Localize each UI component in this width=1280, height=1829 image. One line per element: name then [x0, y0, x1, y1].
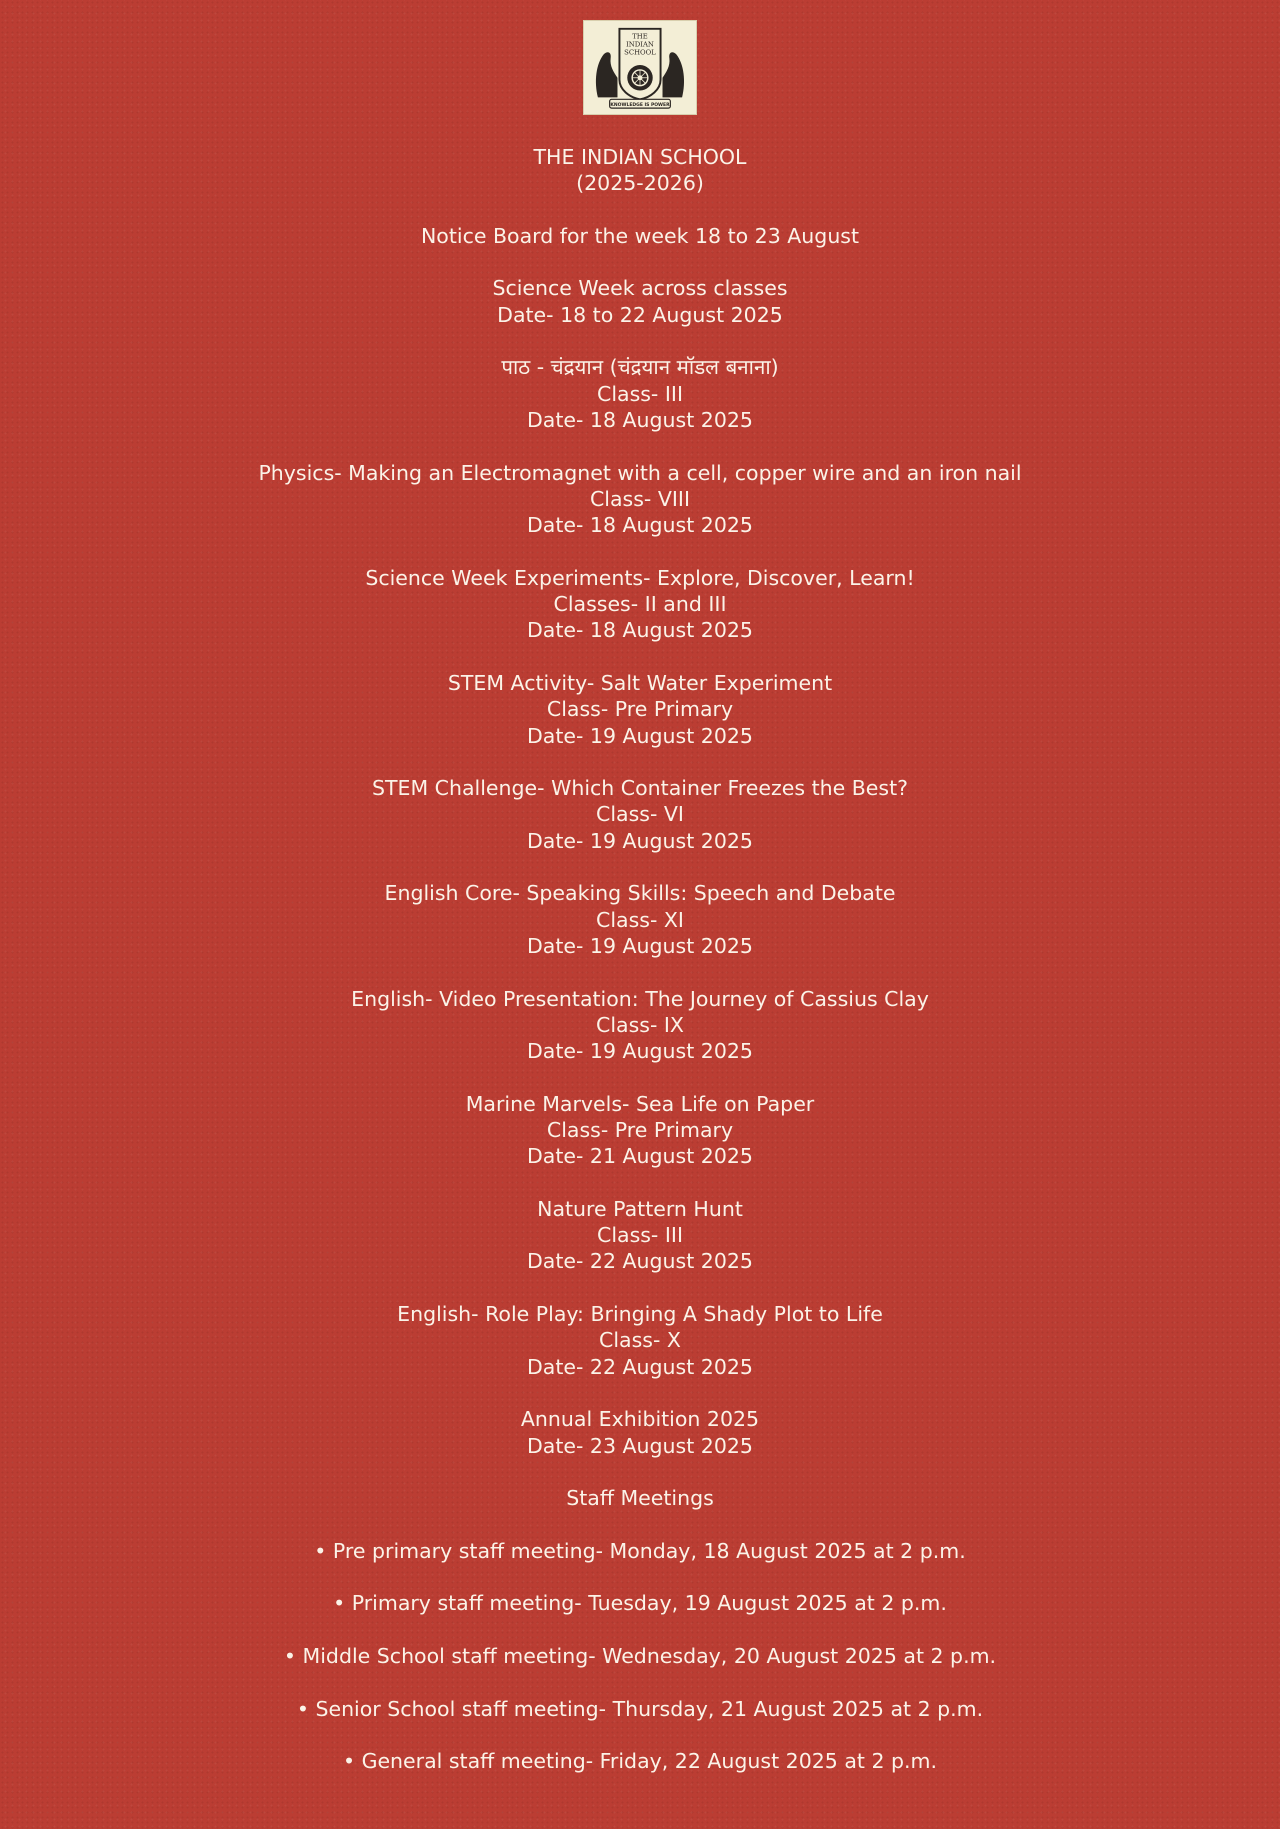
bullet-icon: • [333, 1591, 346, 1616]
list-item [0, 1590, 1280, 1616]
event-date: Date- 19 August 2025 [527, 1039, 753, 1064]
event-class: Class- X [599, 1328, 681, 1353]
bullet-icon: • [314, 1538, 327, 1563]
list-item [0, 1538, 1280, 1564]
event-title: Science Week Experiments- Explore, Discover, Learn! [365, 565, 915, 590]
school-crest-icon [584, 21, 696, 114]
event-date: Date- 22 August 2025 [527, 1249, 753, 1274]
logo-text-line3: SCHOOL [624, 48, 656, 57]
event-class: Class- VIII [589, 486, 690, 511]
event-item [0, 1091, 1280, 1170]
event-item [0, 775, 1280, 854]
event-item [0, 1301, 1280, 1380]
event-class: Class- III [597, 1223, 683, 1248]
school-logo [583, 20, 697, 115]
event-item [0, 1196, 1280, 1275]
event-title: STEM Challenge- Which Container Freezes the Best? [371, 776, 909, 801]
event-title: Nature Pattern Hunt [537, 1196, 743, 1221]
notice-title: Notice Board for the week 18 to 23 August [420, 223, 860, 248]
event-class: Class- IX [596, 1012, 684, 1037]
school-name: THE INDIAN SCHOOL [533, 145, 747, 169]
exhibition-title: Annual Exhibition 2025 [520, 1407, 760, 1432]
event-title: English- Video Presentation: The Journey of Cassius Clay [351, 986, 929, 1011]
science-week-block [0, 275, 1280, 328]
event-title: English Core- Speaking Skills: Speech and Debate [384, 881, 896, 906]
event-title: English- Role Play: Bringing A Shady Plot to Life [397, 1302, 883, 1327]
science-week-title: Science Week across classes [492, 276, 788, 301]
science-week-date: Date- 18 to 22 August 2025 [497, 302, 783, 327]
event-date: Date- 18 August 2025 [527, 618, 753, 643]
event-date: Date- 19 August 2025 [527, 828, 753, 853]
event-date: Date- 19 August 2025 [527, 723, 753, 748]
event-title: पाठ - चंद्रयान (चंद्रयान मॉडल बनाना) [501, 355, 779, 380]
event-class: Class- Pre Primary [546, 1117, 734, 1142]
event-item [0, 986, 1280, 1065]
event-date: Date- 21 August 2025 [527, 1144, 753, 1169]
meeting-text: General staff meeting- Friday, 22 August 2025 at 2 p.m. [361, 1749, 938, 1774]
event-item [0, 460, 1280, 539]
event-title: STEM Activity- Salt Water Experiment [447, 670, 833, 695]
meeting-text: Senior School staff meeting- Thursday, 21 August 2025 at 2 p.m. [315, 1696, 984, 1721]
event-title: Marine Marvels- Sea Life on Paper [465, 1091, 815, 1116]
event-date: Date- 18 August 2025 [527, 407, 753, 432]
event-item [0, 880, 1280, 959]
event-item [0, 670, 1280, 749]
session-year: (2025-2026) [576, 171, 704, 196]
logo-text-line2: INDIAN [626, 40, 654, 49]
meeting-text: Primary staff meeting- Tuesday, 19 August 2025 at 2 p.m. [351, 1591, 947, 1616]
bullet-icon: • [283, 1643, 297, 1668]
event-class: Class- XI [596, 907, 684, 932]
list-item [0, 1696, 1280, 1722]
meeting-text: Middle School staff meeting- Wednesday, 20 August 2025 at 2 p.m. [302, 1643, 997, 1668]
event-date: Date- 19 August 2025 [527, 933, 753, 958]
event-date: Date- 18 August 2025 [527, 513, 753, 538]
logo-motto: KNOWLEDGE IS POWER [610, 103, 670, 109]
staff-meeting-list [0, 1538, 1280, 1775]
exhibition-date: Date- 23 August 2025 [527, 1433, 753, 1458]
meeting-text: Pre primary staff meeting- Monday, 18 August 2025 at 2 p.m. [332, 1538, 966, 1563]
event-class: Class- VI [596, 802, 684, 827]
event-class: Class- III [597, 381, 683, 406]
event-item [0, 354, 1280, 433]
logo-text-line1: THE [632, 32, 648, 41]
notice-content [0, 144, 1280, 1774]
list-item [0, 1748, 1280, 1774]
event-title: Physics- Making an Electromagnet with a cell, copper wire and an iron nail [258, 460, 1022, 485]
staff-meetings-title: Staff Meetings [566, 1486, 714, 1511]
bullet-icon: • [296, 1696, 309, 1721]
bullet-icon: • [342, 1749, 356, 1774]
event-date: Date- 22 August 2025 [527, 1354, 753, 1379]
list-item [0, 1643, 1280, 1669]
event-class: Class- Pre Primary [546, 697, 734, 722]
event-class: Classes- II and III [553, 592, 727, 617]
event-item [0, 565, 1280, 644]
exhibition-block [0, 1406, 1280, 1459]
